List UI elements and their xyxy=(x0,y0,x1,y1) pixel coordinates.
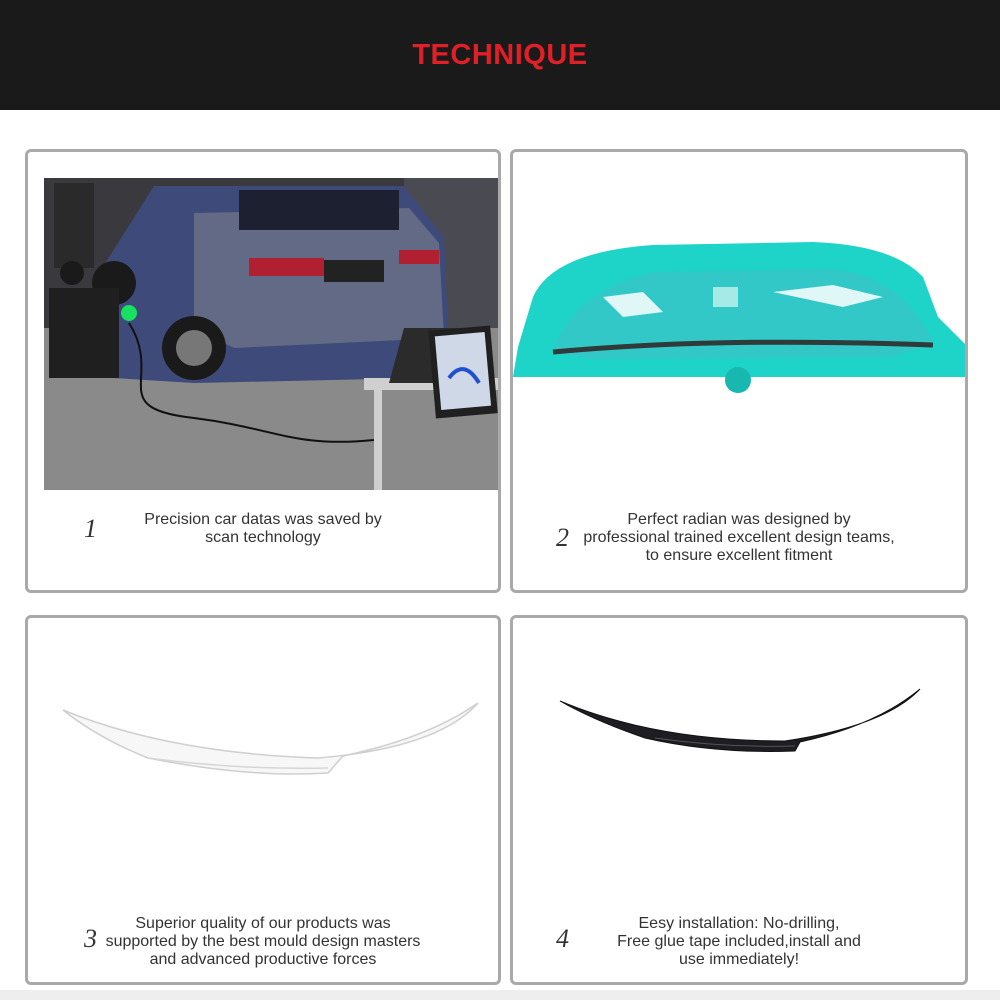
scan-model-illustration xyxy=(513,237,965,422)
white-spoiler-image xyxy=(58,698,528,788)
caption-line: Precision car datas was saved by xyxy=(144,511,382,528)
step-card-2 xyxy=(510,149,968,593)
page-header xyxy=(0,0,1000,110)
caption-line: Perfect radian was designed by xyxy=(627,511,851,528)
scan-model-image xyxy=(513,237,965,422)
caption-line: professional trained excellent design teams, xyxy=(583,529,895,546)
step-caption-2 xyxy=(513,511,965,565)
page-title: TECHNIQUE xyxy=(412,38,588,71)
step-number-4: 4 xyxy=(556,924,569,953)
caption-line: Free glue tape included,install and xyxy=(617,933,861,950)
caption-line: and advanced productive forces xyxy=(149,951,377,968)
step-card-1 xyxy=(25,149,501,593)
step-number-3: 3 xyxy=(84,924,97,953)
caption-line: scan technology xyxy=(205,529,321,546)
scan-photo-illustration xyxy=(44,178,498,490)
step-number-2: 2 xyxy=(556,523,569,552)
step-caption-4 xyxy=(513,915,965,969)
step-number-1: 1 xyxy=(84,514,97,543)
caption-line: Superior quality of our products was xyxy=(135,915,391,932)
step-caption-1 xyxy=(28,511,498,547)
caption-line: supported by the best mould design masters xyxy=(105,933,421,950)
caption-line: use immediately! xyxy=(678,951,800,968)
bottom-divider xyxy=(0,990,1000,1000)
step-caption-3 xyxy=(28,915,498,969)
step-card-4 xyxy=(510,615,968,985)
step-card-3 xyxy=(25,615,501,985)
scan-photo xyxy=(44,178,498,490)
black-spoiler-image xyxy=(555,686,955,766)
caption-line: Eesy installation: No-drilling, xyxy=(638,915,840,932)
caption-line: to ensure excellent fitment xyxy=(645,547,833,564)
